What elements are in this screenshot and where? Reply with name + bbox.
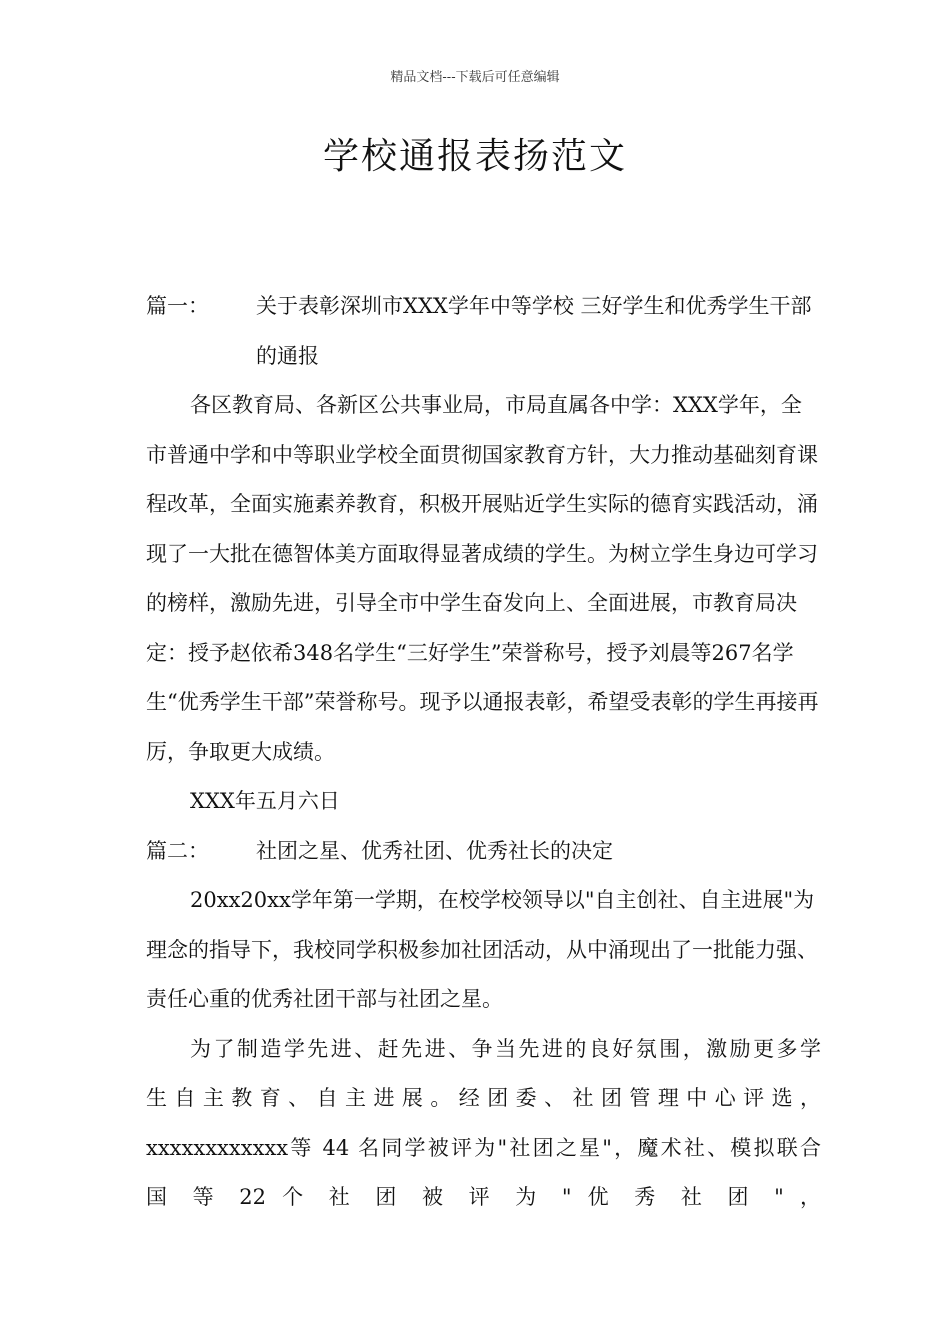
section-2-title: 社团之星、优秀社团、优秀社长的决定 — [256, 838, 613, 863]
section-1-date: XXX年五月六日 — [190, 789, 340, 813]
document-title: 学校通报表扬范文 — [322, 136, 627, 177]
document-body — [146, 282, 821, 1223]
section-2-heading — [146, 827, 821, 877]
paragraph-2-line-4: 国 等 22 个 社 团 被 评 为 " 优 秀 社 团 " ， — [146, 1185, 821, 1209]
section-1-label: 篇一： — [146, 294, 209, 318]
section-2-paragraph-2 — [146, 1025, 821, 1223]
section-1-title: 关于表彰深圳市XXX学年中等学校 三好学生和优秀学生干部的通报 — [256, 294, 812, 368]
paragraph-2-line-2: 生自主教育、自主进展。经团委、社团管理中心评选， — [146, 1086, 821, 1110]
section-2-paragraph-1: 20xx20xx学年第一学期，在校学校领导以"自主创社、自主进展"为理念的指导下，我校同学积极参加社团活动，从中涌现出了一批能力强、责任心重的优秀社团干部与社团之星。 — [146, 888, 818, 1011]
paragraph-2-line-1: 为了制造学先进、赶先进、争当先进的良好氛围，激励更多学 — [190, 1036, 821, 1061]
section-2-label: 篇二： — [146, 838, 209, 863]
section-1-heading — [146, 282, 821, 381]
page-header: 精品文档---下载后可任意编辑 — [390, 70, 560, 85]
section-1-paragraph: 各区教育局、各新区公共事业局，市局直属各中学：XXX学年，全市普通中学和中等职业学校全面贯彻国家教育方针，大力推动基础刻育课程改革，全面实施素养教育，积极开展贴近学生实际的德育实践活动，涌现了一大批在德智体美方面取得显著成绩的学生。为树立学生身边可学习的榜样，激励先进，引导全市中学生奋发向上、全面进展，市教育局决定：授予赵依希348名学生“三好学生”荣誉称号，授予刘晨等267名学生“优秀学生干部”荣誉称号。现予以通报表彰，希望受表彰的学生再接再厉，争取更大成绩。 — [146, 393, 819, 764]
paragraph-2-line-3: xxxxxxxxxxxx等 44 名同学被评为"社团之星"，魔术社、模拟联合 — [146, 1135, 821, 1160]
